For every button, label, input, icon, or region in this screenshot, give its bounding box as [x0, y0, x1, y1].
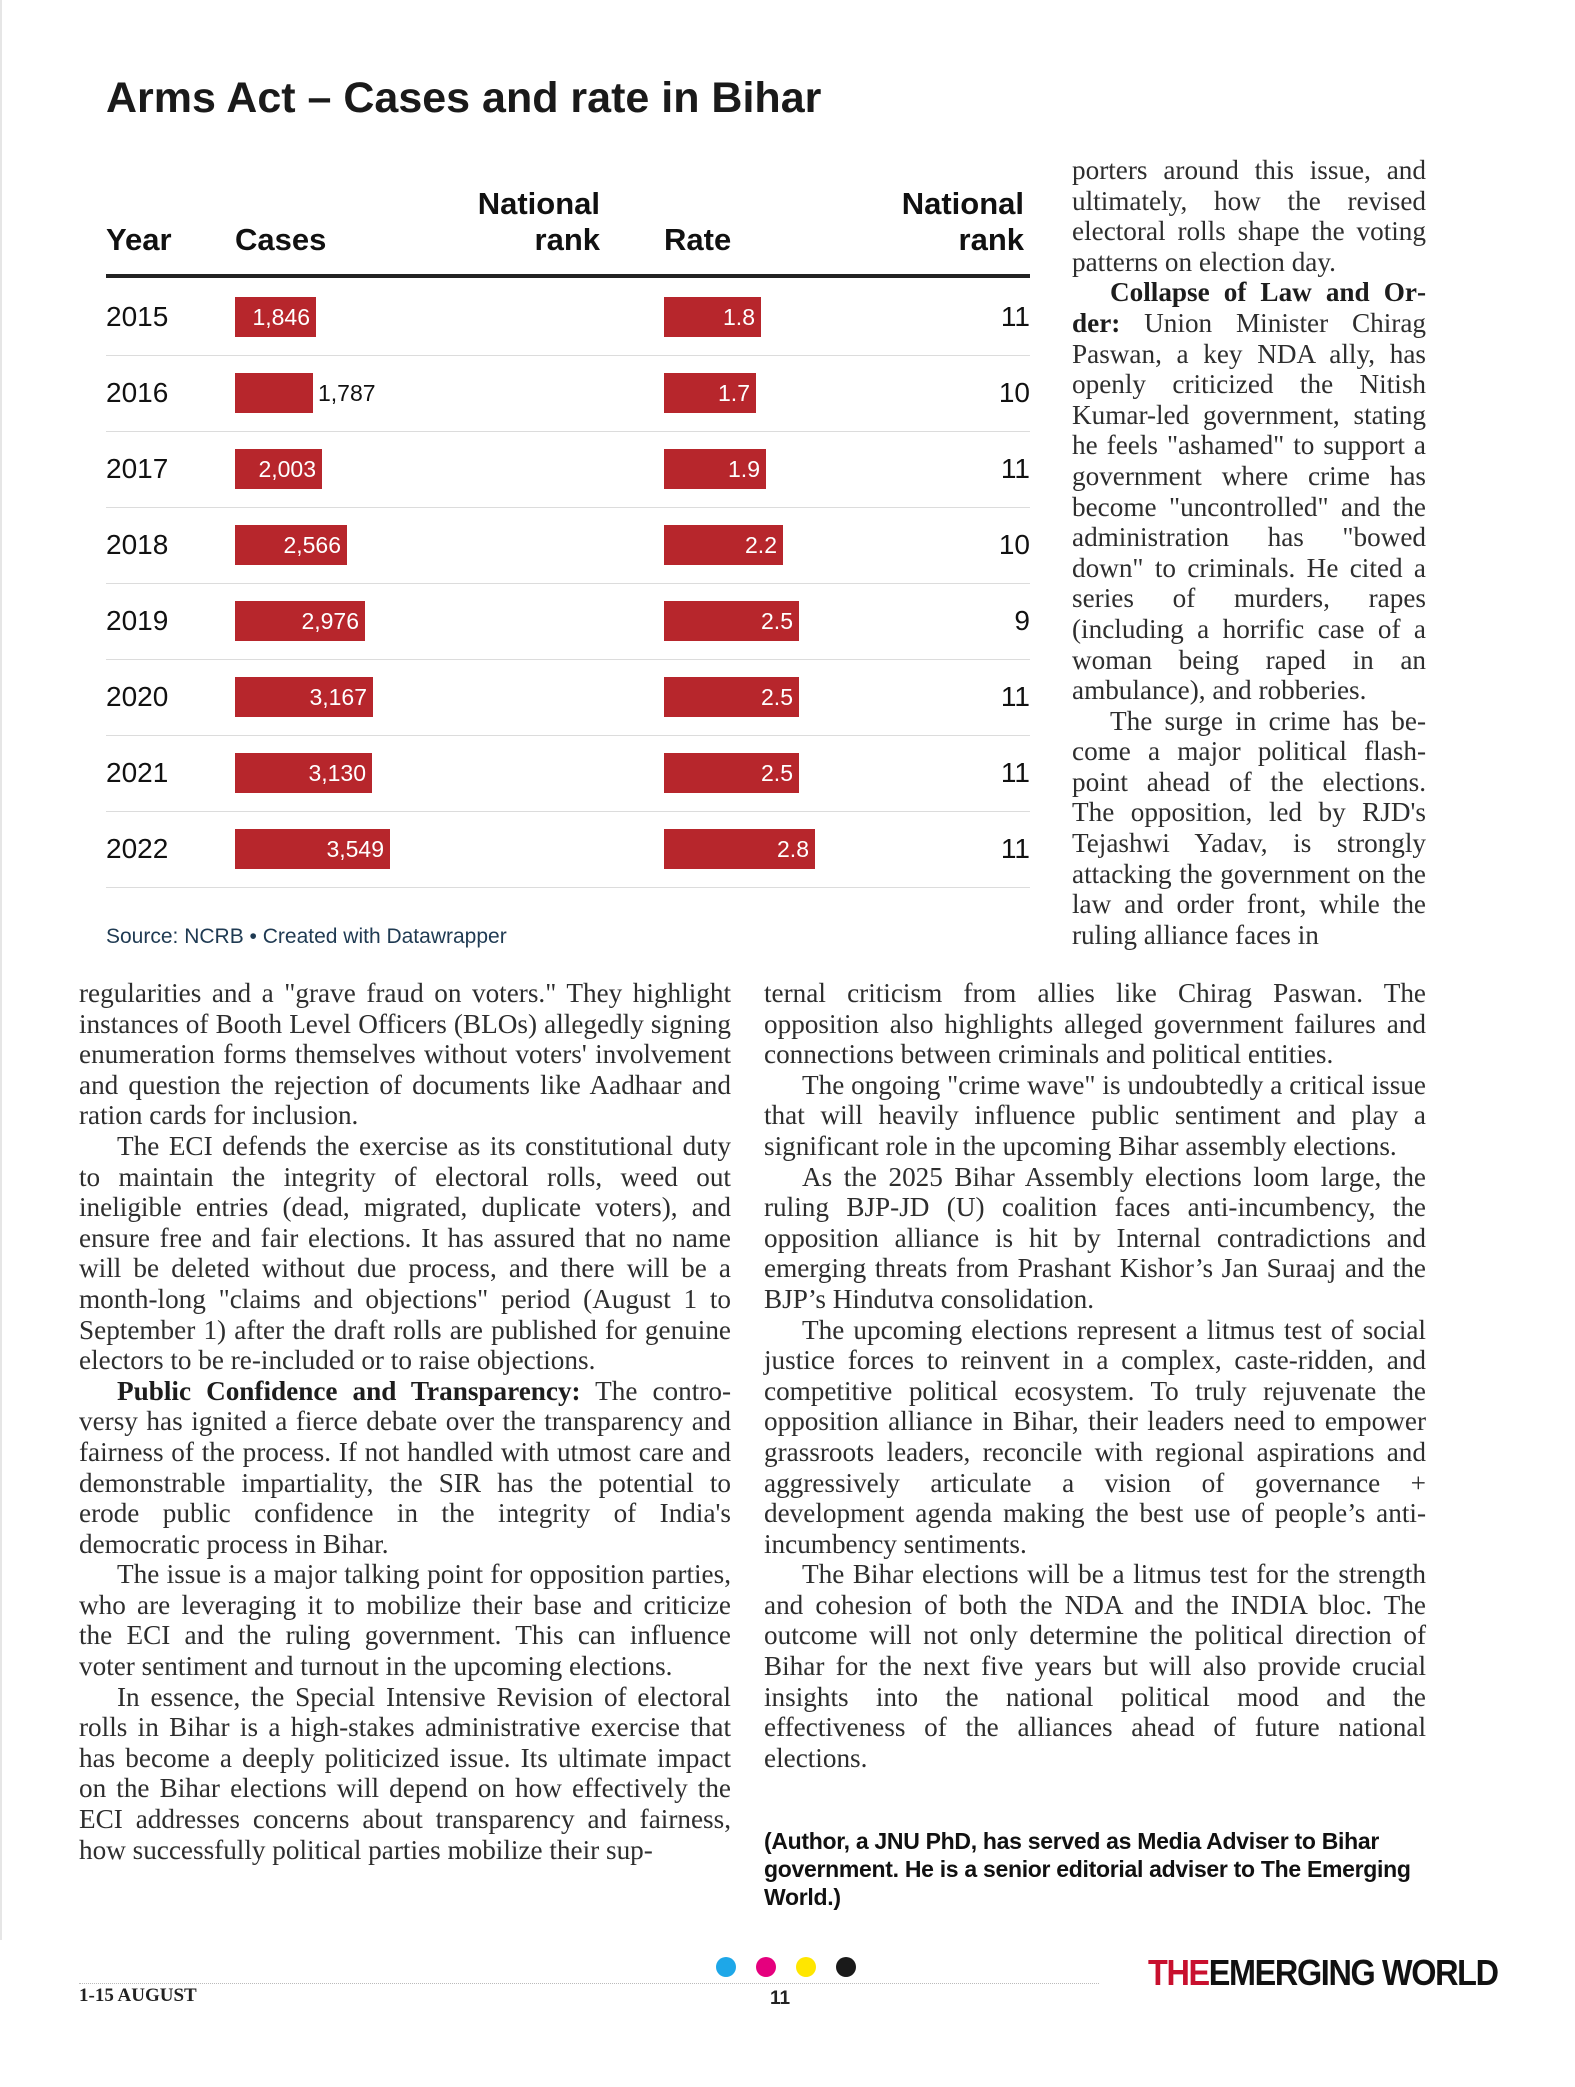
header-year: Year — [106, 222, 172, 257]
paragraph: The Bihar elections will be a litmus test for the strength and cohesion of both the NDA and the INDIA bloc. The outcome will not only determine the political direction of Bihar for the next five years but will also provide crucial insights into the national political mood and the effectiveness of the alliances ahead of future national elections. — [764, 1559, 1426, 1773]
paragraph-body: Union Minister Chirag Paswan, a key NDA ally, has openly criticized the Nitish Kumar-led government, stating he feels "ashamed" to support a government where crime has become "uncontrolled" and the administration has "bowed down" to criminals. He cited a series of murders, rapes (including a horrific case of a woman being raped in an ambulance), and robberies. — [1072, 307, 1426, 706]
cases-value-label: 2,976 — [301, 608, 359, 634]
registration-dot-black — [836, 1957, 856, 1977]
table-row — [106, 811, 1030, 888]
rate-value-label: 2.8 — [777, 836, 809, 862]
cell-rate-national-rank: 10 — [998, 377, 1030, 408]
header-rate: Rate — [664, 222, 732, 257]
table-row — [106, 431, 1030, 508]
cases-value-label: 3,167 — [309, 684, 367, 710]
header-rate-rank-line2: rank — [958, 222, 1024, 257]
page-edge-rule — [0, 0, 2, 1940]
chart-source-note: Source: NCRB • Created with Datawrapper — [106, 925, 507, 948]
cell-rate-national-rank: 11 — [1000, 453, 1030, 484]
cell-year: 2021 — [106, 757, 169, 788]
cell-year: 2019 — [106, 605, 169, 636]
cases-bar — [235, 373, 313, 413]
cell-year: 2017 — [106, 453, 169, 484]
section-heading: Public Confidence and Transparency: — [117, 1375, 581, 1406]
cases-value-label: 1,846 — [252, 304, 310, 330]
footer-date: 1-15 AUGUST — [79, 1985, 197, 2006]
cases-value-label: 2,566 — [283, 532, 341, 558]
logo-the: THE — [1148, 1952, 1209, 1993]
section-heading: Collapse of Law and Order: — [1072, 277, 1426, 338]
table-row — [106, 507, 1030, 584]
rate-value-label: 2.5 — [761, 684, 793, 710]
cell-rate-national-rank: 10 — [998, 529, 1030, 560]
registration-dot-magenta — [756, 1957, 776, 1977]
rate-value-label: 1.8 — [723, 304, 755, 330]
article-column-left — [79, 978, 731, 1865]
header-national-rank-line2: rank — [534, 222, 600, 257]
registration-dot-cyan — [716, 1957, 736, 1977]
rate-value-label: 2.5 — [761, 760, 793, 786]
paragraph: ternal criticism from allies like Chirag Paswan. The opposition also highlights alleged government failures and connections between criminals and political entities. — [764, 978, 1426, 1070]
paragraph — [79, 1376, 731, 1560]
paragraph: The surge in crime has become a major political flashpoint ahead of the elections. The opposition, led by RJD's Tejashwi Yadav, is strongly attacking the government on the law and order front, while the ruling alliance faces in — [1072, 705, 1426, 950]
table-row — [106, 355, 1030, 432]
rate-value-label: 1.7 — [718, 380, 750, 406]
paragraph: The ongoing "crime wave" is undoubtedly a critical issue that will heavily influence public sentiment and play a significant role in the upcoming Bihar assembly elections. — [764, 1069, 1426, 1161]
cell-rate-national-rank: 9 — [1014, 605, 1030, 636]
paragraph: The upcoming elections represent a litmus test of social justice forces to reinvent in a complex, caste-ridden, and competitive political ecosystem. To truly rejuvenate the opposition alliance in Bihar, their leaders need to empower grassroots leaders, reconcile with regional aspirations and aggressively articulate a vision of governance + development agenda making the best use of people’s anti-incumbency sentiments. — [764, 1314, 1426, 1559]
logo-emerging-world: EMERGING WORLD — [1208, 1952, 1498, 1993]
header-rate-rank-line1: National — [901, 186, 1024, 221]
table-header-rule — [106, 274, 1030, 278]
rate-value-label: 2.2 — [745, 532, 777, 558]
table-row — [106, 659, 1030, 736]
paragraph: porters around this issue, and ultimately, how the revised electoral rolls shape the voting patterns on election day. — [1072, 155, 1426, 277]
cell-year: 2016 — [106, 377, 169, 408]
paragraph: In essence, the Special Intensive Revision of electoral rolls in Bihar is a high-stakes administrative exercise that has become a deeply politicized issue. Its ultimate impact on the Bihar elections will depend on how effectively the ECI addresses concerns about transparency and fairness, how successfully political parties mobilize their sup- — [79, 1681, 731, 1865]
cell-year: 2022 — [106, 833, 169, 864]
article-column-right — [764, 978, 1426, 1773]
paragraph: The ECI defends the exercise as its constitutional duty to maintain the integrity of electoral rolls, weed out ineligible entries (dead, migrated, duplicate voters), and ensure free and fair elections. It has assured that no name will be deleted without due process, and there will be a month-long "claims and objections" period (August 1 to September 1) after the draft rolls are published for genuine electors to be re-included or to raise objections. — [79, 1130, 731, 1376]
cases-value-label: 3,549 — [326, 836, 384, 862]
table-row — [106, 735, 1030, 812]
rate-value-label: 2.5 — [761, 608, 793, 634]
page-number: 11 — [770, 1988, 791, 2009]
cases-value-label: 1,787 — [318, 380, 376, 406]
chart-title: Arms Act – Cases and rate in Bihar — [106, 74, 822, 122]
header-national-rank-line1: National — [477, 186, 600, 221]
paragraph: As the 2025 Bihar Assembly elections loom large, the ruling BJP-JD (U) coalition faces anti-incumbency, the opposition alliance is hit by Internal contradictions and emerging threats from Prashant Kishor’s Jan Suraaj and the BJP’s Hindutva consolidation. — [764, 1161, 1426, 1314]
table-row — [106, 279, 1030, 356]
cell-year: 2015 — [106, 301, 169, 332]
cell-rate-national-rank: 11 — [1000, 833, 1030, 864]
publication-logo — [1148, 1952, 1498, 1994]
registration-dot-yellow — [796, 1957, 816, 1977]
header-national-rank-cases — [478, 186, 600, 258]
paragraph — [1072, 277, 1426, 705]
paragraph: The issue is a major talking point for opposition parties, who are leveraging it to mobilize their base and criticize the ECI and the ruling government. This can influence voter sentiment and turnout in the upcoming elections. — [79, 1559, 731, 1682]
article-column-top-right — [1072, 155, 1426, 950]
cell-rate-national-rank: 11 — [1000, 681, 1030, 712]
header-cases: Cases — [235, 222, 327, 257]
rate-value-label: 1.9 — [728, 456, 760, 482]
cell-year: 2018 — [106, 529, 169, 560]
table-row — [106, 583, 1030, 660]
paragraph: regularities and a "grave fraud on voters." They highlight instances of Booth Level Officers (BLOs) allegedly signing enumeration forms themselves without voters' involvement and question the rejection of documents like Aadhaar and ration cards for inclusion. — [79, 978, 731, 1131]
paragraph-body: The controversy has ignited a fierce debate over the transparency and fairness of the process. If not handled with utmost care and demonstrable impartiality, the SIR has the potential to erode public confidence in the integrity of India's democratic process in Bihar. — [79, 1375, 731, 1559]
cell-year: 2020 — [106, 681, 169, 712]
author-note: (Author, a JNU PhD, has served as Media Adviser to Bihar government. He is a senior editorial adviser to The Emerging World.) — [764, 1828, 1411, 1910]
footer-rule — [79, 1983, 1099, 1984]
header-national-rank-rate — [902, 186, 1024, 258]
cell-rate-national-rank: 11 — [1000, 301, 1030, 332]
cases-value-label: 2,003 — [258, 456, 316, 482]
cell-rate-national-rank: 11 — [1000, 757, 1030, 788]
cases-value-label: 3,130 — [308, 760, 366, 786]
